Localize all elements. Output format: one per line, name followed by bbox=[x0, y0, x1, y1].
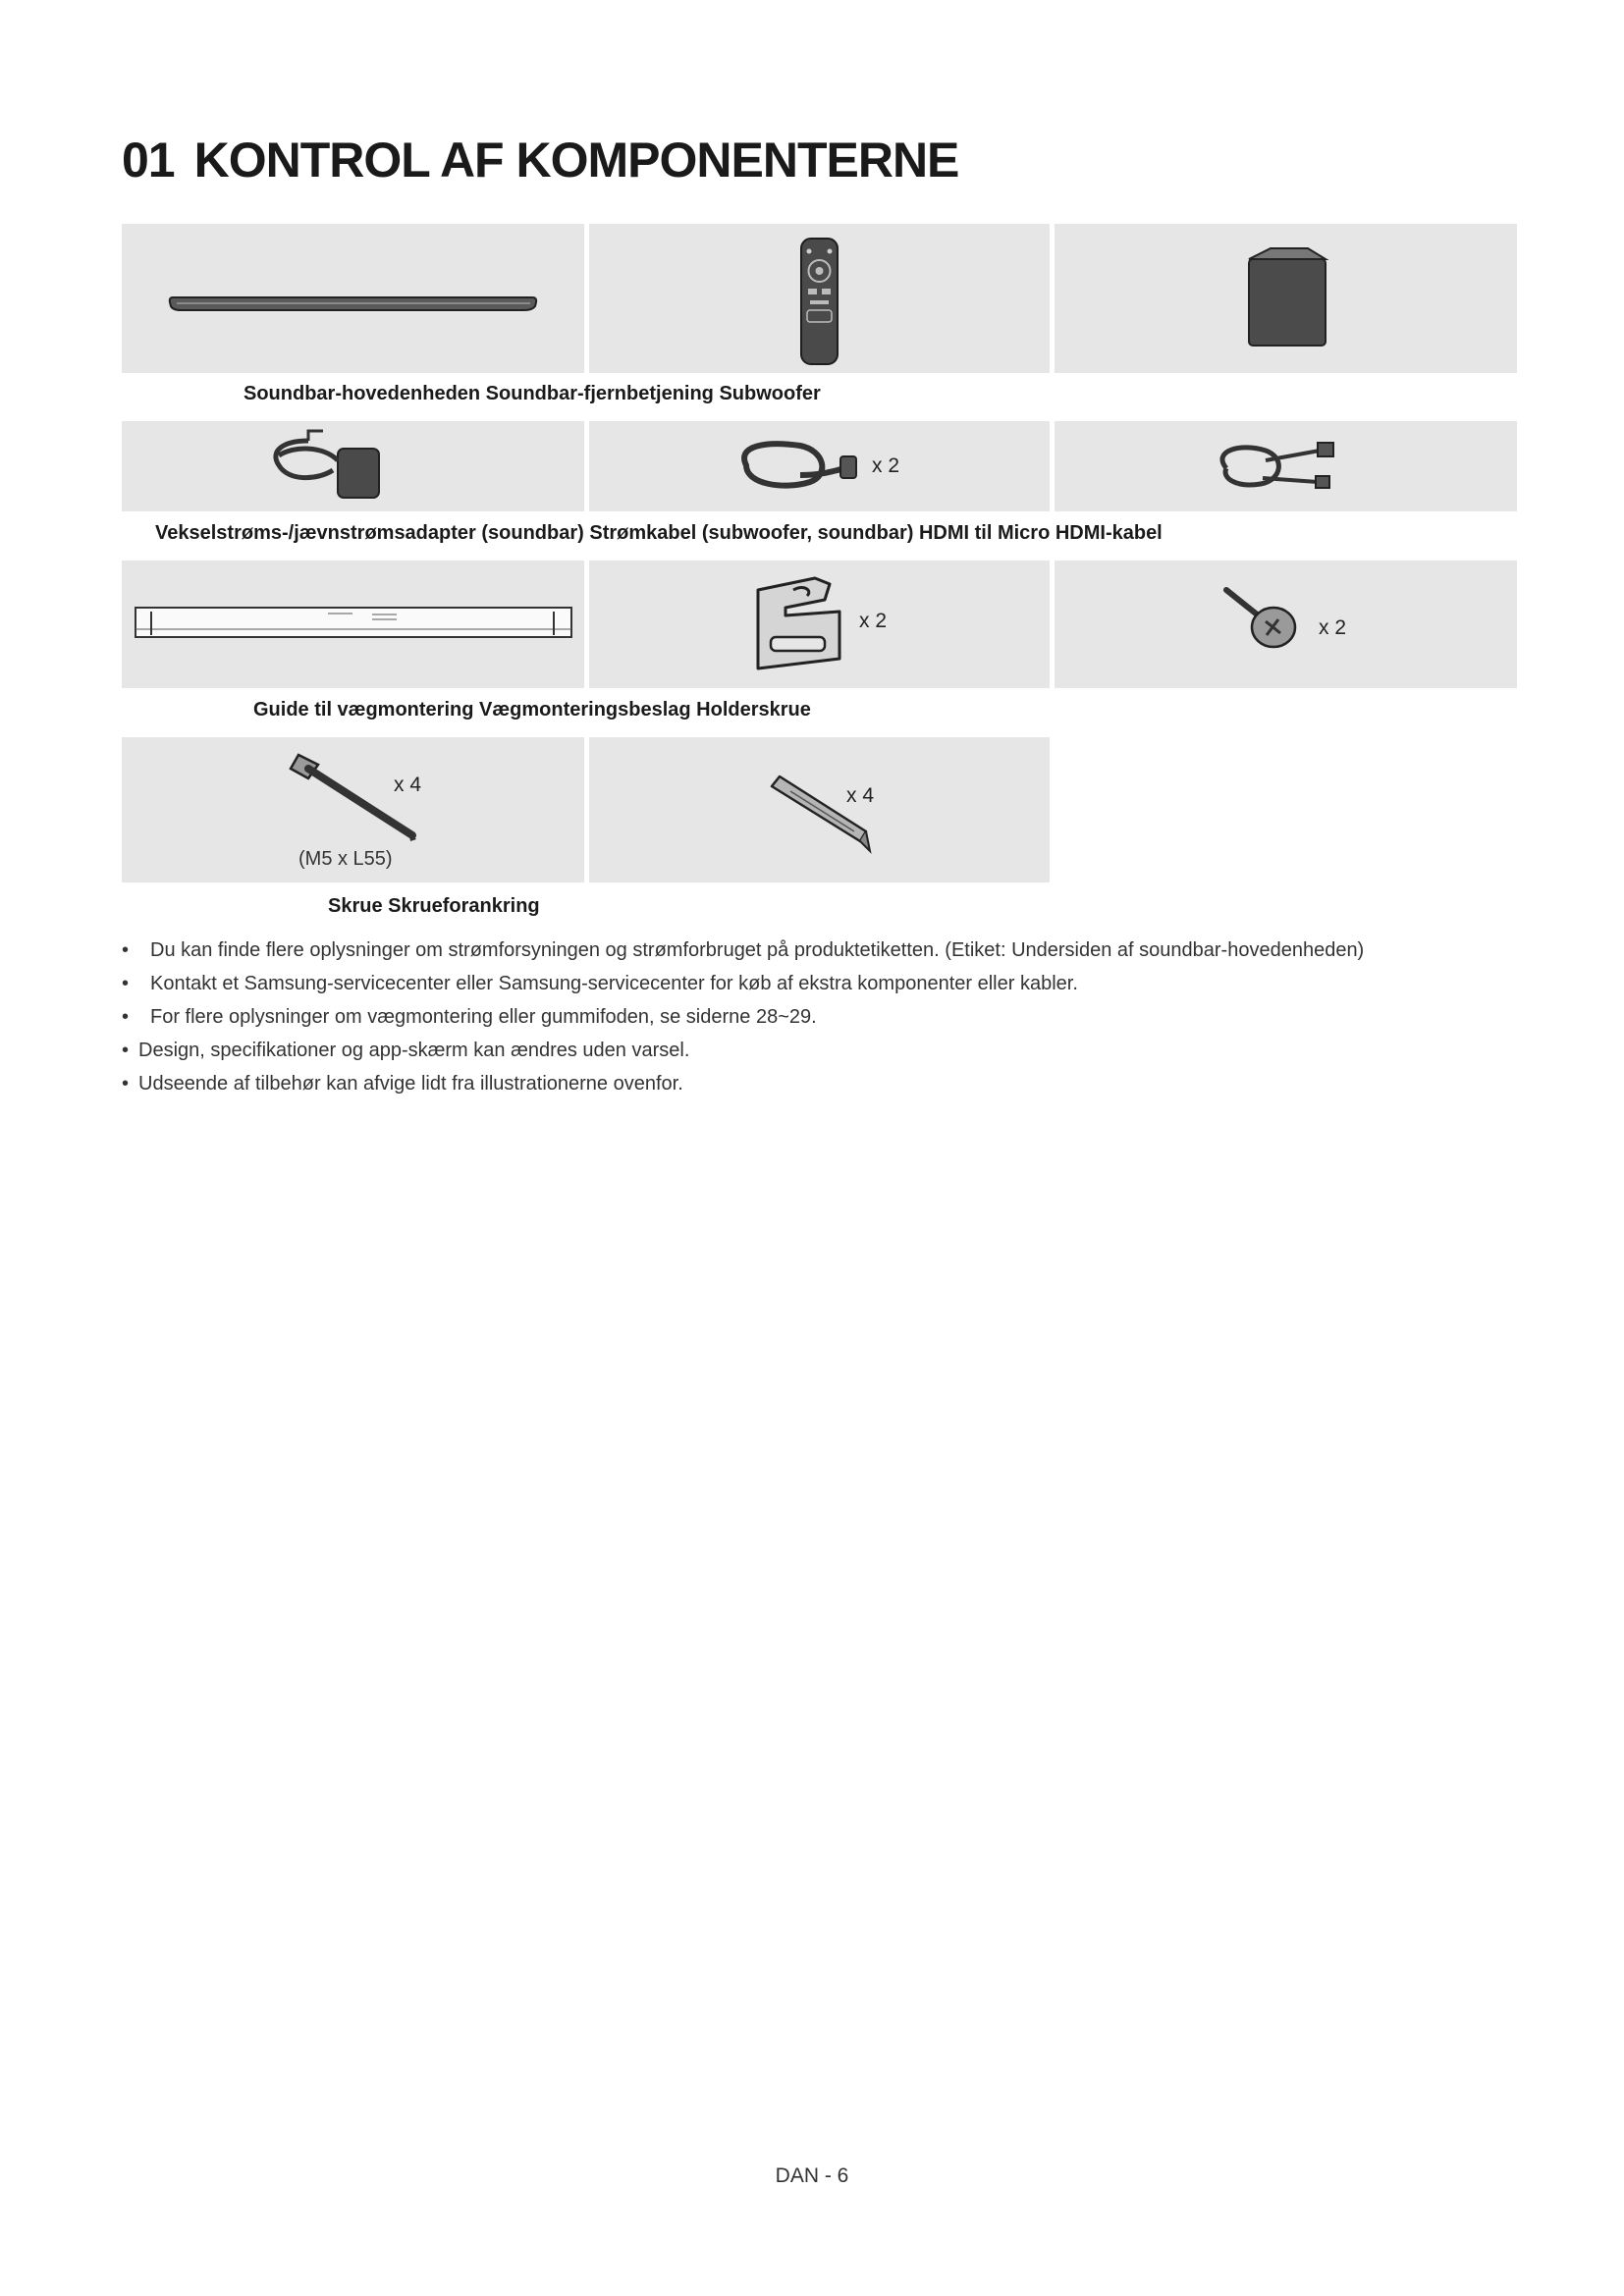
soundbar-remote-image bbox=[589, 224, 1050, 373]
note-item: • For flere oplysninger om vægmontering eller gummifoden, se siderne 28~29. bbox=[122, 1006, 817, 1028]
row4-caption: Skrue Skrueforankring bbox=[328, 895, 540, 917]
bullet-icon: • bbox=[122, 1006, 130, 1028]
notes-list bbox=[122, 938, 1516, 1105]
screw-quantity: x 4 bbox=[394, 774, 422, 796]
section-title: KONTROL AF KOMPONENTERNE bbox=[193, 133, 959, 187]
row3-caption: Guide til vægmontering Vægmonteringsbeslag Holderskrue bbox=[253, 699, 811, 721]
power-cable-quantity: x 2 bbox=[872, 454, 900, 477]
anchor-quantity: x 4 bbox=[846, 784, 875, 807]
row1-caption: Soundbar-hovedenheden Soundbar-fjernbetjening Subwoofer bbox=[244, 383, 821, 404]
bullet-icon: • bbox=[122, 939, 130, 961]
screw-anchor-image bbox=[589, 737, 1050, 882]
bracket-quantity: x 2 bbox=[859, 610, 888, 632]
hdmi-cable-icon bbox=[1055, 421, 1517, 511]
bullet-icon: • bbox=[122, 1040, 130, 1061]
wall-mount-guide-image bbox=[122, 561, 584, 688]
power-cable-image bbox=[589, 421, 1050, 511]
soundbar-main-unit-image bbox=[122, 224, 584, 373]
bullet-icon: • bbox=[122, 1073, 130, 1095]
hdmi-cable-image bbox=[1055, 421, 1517, 511]
note-item: • Udseende af tilbehør kan afvige lidt fra illustrationerne ovenfor. bbox=[122, 1073, 683, 1095]
bullet-icon: • bbox=[122, 973, 130, 994]
holder-screw-image bbox=[1055, 561, 1517, 688]
power-cable-icon bbox=[589, 421, 1050, 511]
page-title bbox=[122, 132, 958, 188]
screw-image bbox=[122, 737, 584, 882]
wall-mount-guide-icon bbox=[122, 561, 584, 688]
power-adapter-icon bbox=[122, 421, 584, 511]
holder-screw-quantity: x 2 bbox=[1319, 616, 1347, 639]
wall-bracket-icon bbox=[589, 561, 1050, 688]
note-item: • Du kan finde flere oplysninger om strømforsyningen og strømforbruget på produktetiketten. (Etiket: Undersiden af soundbar-hovedenheden) bbox=[122, 939, 1365, 961]
subwoofer-image bbox=[1055, 224, 1517, 373]
page-number: DAN - 6 bbox=[775, 2164, 849, 2187]
ac-dc-adapter-image bbox=[122, 421, 584, 511]
section-number: 01 bbox=[122, 133, 175, 187]
remote-control-icon bbox=[589, 224, 1050, 373]
subwoofer-icon bbox=[1055, 224, 1517, 373]
screw-anchor-icon bbox=[589, 737, 1050, 882]
row2-caption: Vekselstrøms-/jævnstrømsadapter (soundbar) Strømkabel (subwoofer, soundbar) HDMI til Micro HDMI-kabel bbox=[155, 522, 1163, 544]
soundbar-icon bbox=[122, 224, 584, 373]
holder-screw-icon bbox=[1055, 561, 1517, 688]
wall-bracket-image bbox=[589, 561, 1050, 688]
screw-size: (M5 x L55) bbox=[298, 848, 393, 870]
note-item: • Design, specifikationer og app-skærm kan ændres uden varsel. bbox=[122, 1040, 690, 1061]
note-item: • Kontakt et Samsung-servicecenter eller Samsung-servicecenter for køb af ekstra komponenter eller kabler. bbox=[122, 973, 1078, 994]
